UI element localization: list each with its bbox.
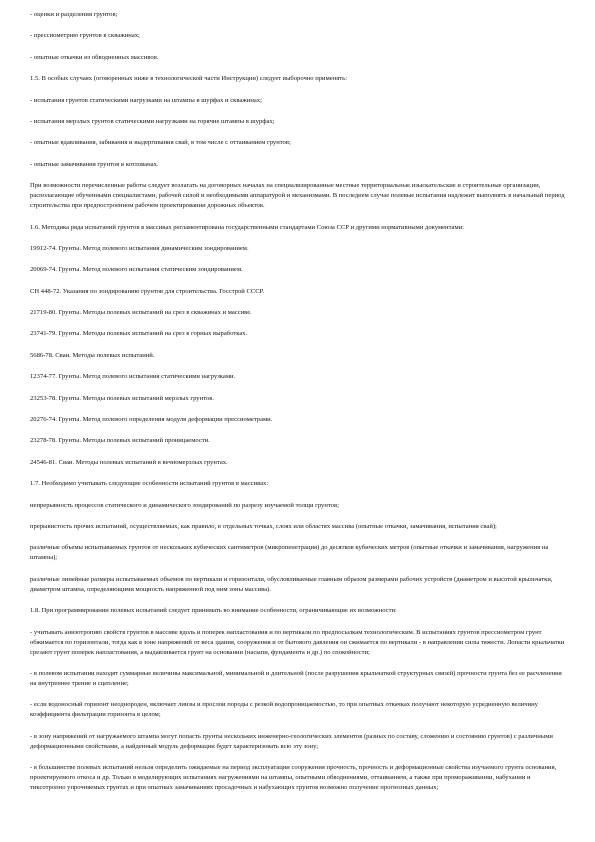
document-page: [30, 10, 565, 805]
standard-item: 24546-81. Сваи. Методы полевых испытаний в вечномерзлых грунтах.: [30, 458, 228, 466]
standard-item: 19912-74. Грунты. Метод полевого испытания динамическим зондированием.: [30, 244, 249, 252]
list-item-pressuremeter: - прессиометрию грунтов в скважинах;: [30, 32, 140, 40]
section-1-8-heading: 1.8. При программировании полевых испытаний следует принимать во внимание особенности, ограничивающие их возможности:: [30, 607, 397, 615]
limitation-item: - в большинстве полевых испытаний нельзя определить ожидаемые на период эксплуатации сооружения прочность, прочность и деформационные свойства изучаемого грунта основания, проектируемого откоса и др. Только в моделирующих испытаниях нагружениями на штампы, опытными обводнениями, оттаиванием, а также при промораживании, набухании и тиксотропно упрочняемых грунтах и при опытных замачиваниях просадочных и набухающих грунтов возможно получение прогнозных данных;: [30, 764, 557, 792]
feature-item: различные объемы испытываемых грунтов от нескольких кубических сантиметров (микропенетрация) до десятков кубических метров (опытные откачки и замачивания, нагружения на штампы);: [30, 544, 549, 562]
section-1-6-heading: 1.6. Методика ряда испытаний грунтов в массивах регламентирована государственными стандартами Союза ССР и другими нормативными документами:: [30, 223, 465, 231]
limitation-item: - в полевом испытании находят суммарные величины максимальной, минимальной и длительной (после разрушения крыльчаткой структурных связей) прочности грунта без ее расчленения на внутреннее трение и сцепление;: [30, 669, 562, 687]
limitation-item: - если водоносный горизонт неоднороден, включает линзы и прослои породы с резкой водопроницаемостью, то при опытных откачках получают некоторую усредненную величину коэффициента фильтрации горизонта в целом;: [30, 701, 538, 719]
list-item-static-load: - испытания грунтов статическими нагрузками на штампы в шурфах и скважинах;: [30, 96, 262, 104]
limitation-item: - учитывать анизотропию свойств грунтов в массиве вдоль и поперек напластования и по вертикали по предпосылкам технологическим. В испытаниях грунтов прессиометром грунт обжимается по горизонтали, тогда как в зоне напряжений от веса здания, сооружения и от бытового давления он сжимается по вертикали - в направлении силы тяжести. Лопасти крыльчатки срезают грунт поперек напластования, а выдавливается грунт на основании (насыпи, фундамента и др.) по спокойности;: [30, 628, 565, 656]
standard-item: СН 448-72. Указания по зондированию грунтов для строительства. Госстрой СССР.: [30, 287, 265, 295]
standard-item: 23278-78. Грунты. Методы полевых испытаний проницаемости.: [30, 437, 210, 445]
standard-item: 20276-74. Грунты. Метод полевого определения модуля деформации прессиометрами.: [30, 416, 273, 424]
list-item-piles: - опытные вдавливания, забивания и выдергивания свай, в том числе с оттаиванием грунтов;: [30, 139, 291, 147]
list-item-pumping: - опытные откачки из обводненных массивов.: [30, 53, 159, 61]
list-item-soaking: - опытные замачивания грунтов в котлованах.: [30, 160, 159, 168]
standard-item: 21719-80. Грунты. Методы полевых испытаний на срез в скважинах и массиве.: [30, 309, 252, 317]
standard-item: 23253-78. Грунты. Методы полевых испытаний мерзлых грунтов.: [30, 394, 214, 402]
list-item-frozen-soil: - испытания мерзлых грунтов статическими нагрузками на горячие штампы в шурфах;: [30, 117, 275, 125]
limitation-item: - в зону напряжений от нагружаемого штампа могут попасть грунты нескольких инженерно-геологических элементов (разных по составу, сложению и состоянию грунтов) с различными деформационными свойствами, а найденный модуль деформации будет характеризовать всю эту зону;: [30, 732, 553, 750]
section-1-7-heading: 1.7. Необходимо учитывать следующие особенности испытаний грунтов в массивах:: [30, 480, 269, 488]
paragraph-contract-works: При возможности перечисленные работы следует возлагать на договорных началах на специализированные местные территориальные изыскательские и строительные организации, располагающие обученными специалистами, рабочей силой и необходимыми аппаратурой и механизмами. В последнем случае полевые испытания надлежит выполнять в начальный период строительства при предпостроенном рабочем проектировании дорожных объектов.: [30, 182, 565, 210]
standard-item: 12374-77. Грунты. Метод полевого испытания статическими нагрузками.: [30, 373, 236, 381]
standard-item: 20069-74. Грунты. Метод полевого испытания статическим зондированием.: [30, 266, 243, 274]
feature-item: прерывистость прочих испытаний, осуществляемых, как правило, в отдельных точках, слоях или областях массива (опытные откачки, замачивания, испытания свай);: [30, 522, 497, 530]
standard-item: 5686-78. Сваи. Методы полевых испытаний.: [30, 351, 155, 359]
feature-item: непрерывность процессов статического и динамического зондирований по разрезу изучаемой толщи грунтов;: [30, 501, 339, 509]
feature-item: различные линейные размеры испытываемых объемов по вертикали и горизонтали, обусловливаемые главным образом размерами рабочих устройств (диаметром и высотой крыльчатки, диаметром штампа, определяющими мощность напряженной под ним зоны массива).: [30, 575, 553, 593]
section-1-5-heading: 1.5. В особых случаях (оговоренных ниже в технологической части Инструкции) следует выборочно применять:: [30, 75, 347, 83]
standard-item: 23741-79. Грунты. Методы полевых испытаний на срез в горных выработках.: [30, 330, 248, 338]
list-item-estimation: - оценки и разделения грунтов;: [30, 11, 118, 18]
